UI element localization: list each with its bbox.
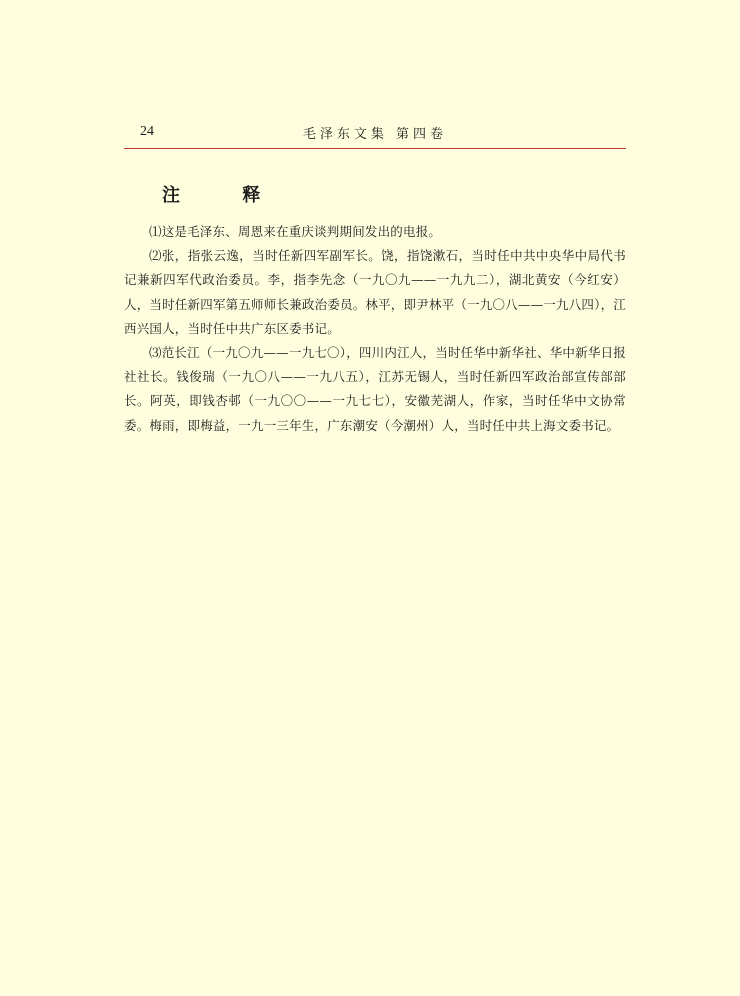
running-title: 毛泽东文集 第四卷	[302, 127, 448, 142]
note-1: ⑴这是毛泽东、周恩来在重庆谈判期间发出的电报。	[149, 224, 442, 239]
page-number: 24	[140, 124, 154, 139]
page-header	[124, 120, 626, 146]
note-3: ⑶范长江（一九〇九——一九七〇），四川内江人，当时任华中新华社、华中新华日报社社长。钱俊瑞（一九〇八——一九八五），江苏无锡人，当时任新四军政治部宣传部部长。阿英，即钱杏邨（一九〇〇——一九七七），安徽芜湖人，作家，当时任华中文协常委。梅雨，即梅益，一九一三年生，广东潮安（今潮州）人，当时任中共上海文委书记。	[124, 345, 626, 433]
header-rule	[124, 148, 626, 149]
note-2: ⑵张，指张云逸，当时任新四军副军长。饶，指饶漱石，当时任中共中央华中局代书记兼新四军代政治委员。李，指李先念（一九〇九——一九九二），湖北黄安（今红安）人，当时任新四军第五师师长兼政治委员。林平，即尹林平（一九〇八——一九八四），江西兴国人，当时任中共广东区委书记。	[124, 248, 626, 336]
section-title: 注 释	[162, 185, 289, 206]
notes-list	[124, 220, 626, 438]
